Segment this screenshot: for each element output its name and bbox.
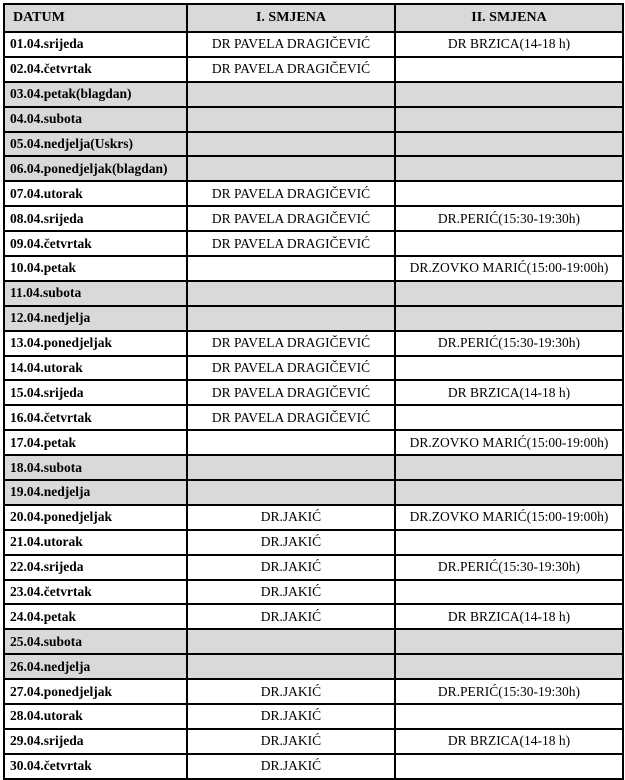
table-row	[4, 380, 623, 405]
datum-cell: 24.04.petak	[4, 604, 187, 629]
shift1-cell: DR.JAKIĆ	[187, 754, 395, 779]
table-row	[4, 530, 623, 555]
table-row	[4, 654, 623, 679]
datum-cell: 25.04.subota	[4, 629, 187, 654]
table-row	[4, 107, 623, 132]
datum-cell: 09.04.četvrtak	[4, 231, 187, 256]
shift2-cell	[395, 82, 623, 107]
table-row	[4, 82, 623, 107]
shift1-cell	[187, 306, 395, 331]
header-row	[4, 4, 623, 32]
column-header-smjena1: I. SMJENA	[187, 4, 395, 32]
shift2-cell	[395, 306, 623, 331]
shift2-cell: DR.PERIĆ(15:30-19:30h)	[395, 679, 623, 704]
table-row	[4, 754, 623, 779]
shift2-cell	[395, 480, 623, 505]
table-row	[4, 32, 623, 57]
datum-cell: 28.04.utorak	[4, 704, 187, 729]
table-row	[4, 604, 623, 629]
datum-cell: 30.04.četvrtak	[4, 754, 187, 779]
datum-cell: 26.04.nedjelja	[4, 654, 187, 679]
shift2-cell	[395, 704, 623, 729]
table-row	[4, 57, 623, 82]
shift1-cell: DR.JAKIĆ	[187, 679, 395, 704]
table-row	[4, 480, 623, 505]
datum-cell: 08.04.srijeda	[4, 206, 187, 231]
shift1-cell: DR.JAKIĆ	[187, 555, 395, 580]
shift1-cell	[187, 629, 395, 654]
datum-cell: 22.04.srijeda	[4, 555, 187, 580]
shift2-cell: DR BRZICA(14-18 h)	[395, 380, 623, 405]
shift1-cell	[187, 107, 395, 132]
datum-cell: 07.04.utorak	[4, 181, 187, 206]
datum-cell: 15.04.srijeda	[4, 380, 187, 405]
duty-schedule-table	[3, 3, 624, 780]
datum-cell: 16.04.četvrtak	[4, 405, 187, 430]
shift2-cell: DR BRZICA(14-18 h)	[395, 604, 623, 629]
table-row	[4, 405, 623, 430]
shift1-cell: DR PAVELA DRAGIČEVIĆ	[187, 206, 395, 231]
shift2-cell	[395, 231, 623, 256]
shift2-cell	[395, 754, 623, 779]
datum-cell: 19.04.nedjelja	[4, 480, 187, 505]
datum-cell: 27.04.ponedjeljak	[4, 679, 187, 704]
table-row	[4, 704, 623, 729]
shift2-cell	[395, 629, 623, 654]
datum-cell: 04.04.subota	[4, 107, 187, 132]
shift1-cell: DR PAVELA DRAGIČEVIĆ	[187, 380, 395, 405]
datum-cell: 01.04.srijeda	[4, 32, 187, 57]
table-row	[4, 580, 623, 605]
shift1-cell: DR.JAKIĆ	[187, 505, 395, 530]
column-header-datum: DATUM	[4, 4, 187, 32]
shift1-cell: DR.JAKIĆ	[187, 580, 395, 605]
shift1-cell	[187, 281, 395, 306]
datum-cell: 29.04.srijeda	[4, 729, 187, 754]
shift1-cell: DR PAVELA DRAGIČEVIĆ	[187, 231, 395, 256]
table-row	[4, 256, 623, 281]
shift1-cell	[187, 156, 395, 181]
shift2-cell	[395, 580, 623, 605]
table-row	[4, 132, 623, 157]
shift2-cell	[395, 654, 623, 679]
datum-cell: 18.04.subota	[4, 455, 187, 480]
shift2-cell: DR.PERIĆ(15:30-19:30h)	[395, 331, 623, 356]
shift1-cell	[187, 132, 395, 157]
shift1-cell: DR PAVELA DRAGIČEVIĆ	[187, 181, 395, 206]
shift1-cell: DR PAVELA DRAGIČEVIĆ	[187, 57, 395, 82]
shift1-cell	[187, 256, 395, 281]
shift1-cell	[187, 82, 395, 107]
shift2-cell	[395, 281, 623, 306]
datum-cell: 06.04.ponedjeljak(blagdan)	[4, 156, 187, 181]
shift2-cell	[395, 107, 623, 132]
table-row	[4, 679, 623, 704]
table-row	[4, 505, 623, 530]
datum-cell: 20.04.ponedjeljak	[4, 505, 187, 530]
table-row	[4, 629, 623, 654]
table-row	[4, 331, 623, 356]
table-row	[4, 181, 623, 206]
datum-cell: 05.04.nedjelja(Uskrs)	[4, 132, 187, 157]
table-row	[4, 555, 623, 580]
shift2-cell: DR.PERIĆ(15:30-19:30h)	[395, 555, 623, 580]
table-row	[4, 281, 623, 306]
shift2-cell	[395, 405, 623, 430]
datum-cell: 10.04.petak	[4, 256, 187, 281]
shift1-cell	[187, 480, 395, 505]
shift2-cell: DR BRZICA(14-18 h)	[395, 32, 623, 57]
table-row	[4, 455, 623, 480]
datum-cell: 17.04.petak	[4, 430, 187, 455]
datum-cell: 11.04.subota	[4, 281, 187, 306]
datum-cell: 21.04.utorak	[4, 530, 187, 555]
shift2-cell	[395, 181, 623, 206]
datum-cell: 13.04.ponedjeljak	[4, 331, 187, 356]
shift2-cell	[395, 57, 623, 82]
datum-cell: 23.04.četvrtak	[4, 580, 187, 605]
shift1-cell: DR PAVELA DRAGIČEVIĆ	[187, 356, 395, 381]
column-header-smjena2: II. SMJENA	[395, 4, 623, 32]
shift1-cell: DR PAVELA DRAGIČEVIĆ	[187, 405, 395, 430]
shift2-cell	[395, 132, 623, 157]
shift1-cell: DR.JAKIĆ	[187, 729, 395, 754]
shift1-cell: DR.JAKIĆ	[187, 704, 395, 729]
shift1-cell: DR.JAKIĆ	[187, 530, 395, 555]
datum-cell: 14.04.utorak	[4, 356, 187, 381]
table-row	[4, 430, 623, 455]
shift1-cell	[187, 455, 395, 480]
table-row	[4, 306, 623, 331]
table-row	[4, 156, 623, 181]
shift2-cell	[395, 455, 623, 480]
shift2-cell: DR.ZOVKO MARIĆ(15:00-19:00h)	[395, 256, 623, 281]
shift2-cell	[395, 156, 623, 181]
shift2-cell: DR.ZOVKO MARIĆ(15:00-19:00h)	[395, 505, 623, 530]
shift1-cell: DR PAVELA DRAGIČEVIĆ	[187, 32, 395, 57]
shift2-cell: DR.ZOVKO MARIĆ(15:00-19:00h)	[395, 430, 623, 455]
table-row	[4, 231, 623, 256]
table-row	[4, 206, 623, 231]
shift2-cell	[395, 530, 623, 555]
shift1-cell	[187, 430, 395, 455]
schedule-table-container	[3, 3, 624, 780]
table-row	[4, 729, 623, 754]
shift1-cell	[187, 654, 395, 679]
datum-cell: 03.04.petak(blagdan)	[4, 82, 187, 107]
datum-cell: 12.04.nedjelja	[4, 306, 187, 331]
shift2-cell: DR BRZICA(14-18 h)	[395, 729, 623, 754]
datum-cell: 02.04.četvrtak	[4, 57, 187, 82]
shift1-cell: DR.JAKIĆ	[187, 604, 395, 629]
table-row	[4, 356, 623, 381]
shift2-cell	[395, 356, 623, 381]
shift2-cell: DR.PERIĆ(15:30-19:30h)	[395, 206, 623, 231]
shift1-cell: DR PAVELA DRAGIČEVIĆ	[187, 331, 395, 356]
